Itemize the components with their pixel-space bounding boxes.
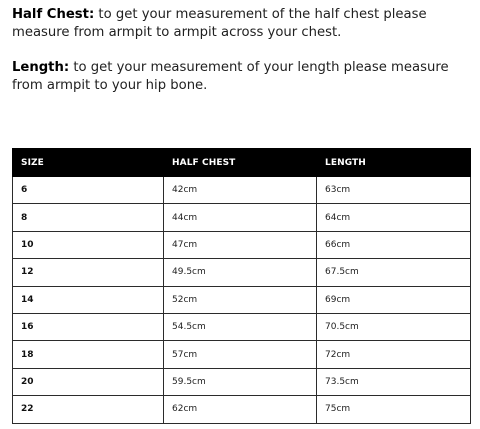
size-chart-table [12, 148, 471, 424]
table-row [13, 286, 471, 313]
half-chest-cell: 49.5cm [164, 259, 317, 286]
table-row [13, 177, 471, 204]
length-cell: 67.5cm [317, 259, 471, 286]
table-row [13, 368, 471, 395]
table-header [13, 149, 471, 177]
length-term: Length: [12, 60, 70, 75]
length-cell: 69cm [317, 286, 471, 313]
half-chest-term: Half Chest: [12, 7, 95, 22]
size-cell: 6 [13, 177, 164, 204]
size-cell: 14 [13, 286, 164, 313]
header-length: LENGTH [317, 149, 471, 177]
half-chest-text: to get your measurement of the half chest please measure from armpit to armpit across your chest. [12, 7, 427, 40]
length-cell: 70.5cm [317, 313, 471, 340]
half-chest-instruction [12, 6, 474, 42]
length-cell: 72cm [317, 341, 471, 368]
length-cell: 73.5cm [317, 368, 471, 395]
length-text: to get your measurement of your length please measure from armpit to your hip bone. [12, 60, 449, 93]
half-chest-cell: 42cm [164, 177, 317, 204]
table-row [13, 204, 471, 231]
half-chest-cell: 62cm [164, 396, 317, 423]
half-chest-cell: 44cm [164, 204, 317, 231]
length-cell: 64cm [317, 204, 471, 231]
size-cell: 10 [13, 231, 164, 258]
header-size: SIZE [13, 149, 164, 177]
table-row [13, 259, 471, 286]
table-row [13, 313, 471, 340]
size-cell: 16 [13, 313, 164, 340]
half-chest-cell: 59.5cm [164, 368, 317, 395]
table-row [13, 341, 471, 368]
table-row [13, 396, 471, 423]
table-row [13, 231, 471, 258]
table-header-row [13, 149, 471, 177]
half-chest-cell: 47cm [164, 231, 317, 258]
header-half-chest: HALF CHEST [164, 149, 317, 177]
table-body [13, 177, 471, 424]
length-instruction [12, 59, 474, 95]
size-cell: 12 [13, 259, 164, 286]
length-cell: 63cm [317, 177, 471, 204]
length-cell: 66cm [317, 231, 471, 258]
half-chest-cell: 57cm [164, 341, 317, 368]
half-chest-cell: 54.5cm [164, 313, 317, 340]
length-cell: 75cm [317, 396, 471, 423]
size-cell: 18 [13, 341, 164, 368]
size-cell: 8 [13, 204, 164, 231]
size-cell: 22 [13, 396, 164, 423]
half-chest-cell: 52cm [164, 286, 317, 313]
size-cell: 20 [13, 368, 164, 395]
